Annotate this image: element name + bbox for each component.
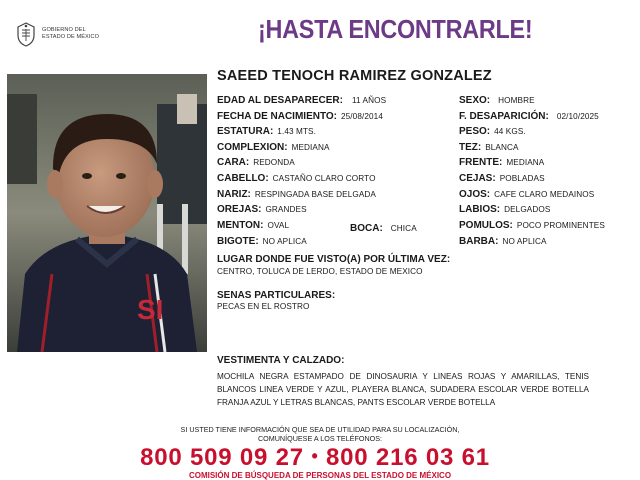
- contact-line2: COMUNÍQUESE A LOS TELÉFONOS:: [257, 433, 383, 443]
- field-peso: PESO: 44 KGS.: [459, 126, 526, 137]
- logo-line1: GOBIERNO DEL: [42, 27, 86, 34]
- field-bigote: BIGOTE: NO APLICA: [217, 236, 307, 247]
- field-ojos: OJOS: CAFE CLARO MEDAINOS: [459, 189, 595, 200]
- commission-name: COMISIÓN DE BÚSQUEDA DE PERSONAS DEL ESTADO DE MÉXICO: [188, 471, 452, 480]
- field-barba: BARBA: NO APLICA: [459, 236, 547, 247]
- field-fdesap: F. DESAPARICIÓN: 02/10/2025: [459, 111, 599, 122]
- logo-line2: ESTADO DE MÉXICO: [42, 34, 100, 40]
- field-nariz: NARIZ: RESPINGADA BASE DELGADA: [217, 189, 376, 200]
- clothing-label: VESTIMENTA Y CALZADO:: [217, 355, 345, 366]
- last-seen-value: CENTRO, TOLUCA DE LERDO, ESTADO DE MEXICO: [217, 267, 423, 276]
- coat-of-arms-icon: [14, 21, 38, 47]
- marks-label: SENAS PARTICULARES:: [217, 290, 336, 301]
- last-seen-label: LUGAR DONDE FUE VISTO(A) POR ÚLTIMA VEZ:: [217, 254, 451, 265]
- field-menton: MENTON: OVAL: [217, 220, 290, 231]
- field-orejas: OREJAS: GRANDES: [217, 204, 307, 215]
- field-nacimiento: FECHA DE NACIMIENTO: 25/08/2014: [217, 111, 383, 122]
- contact-line1: SI USTED TIENE INFORMACIÓN QUE SEA DE UTILIDAD PARA SU LOCALIZACIÓN,: [180, 425, 460, 434]
- missing-person-photo: [7, 74, 207, 352]
- field-labios: LABIOS: DELGADOS: [459, 204, 551, 215]
- phone-numbers: [110, 444, 520, 472]
- field-sexo: SEXO: HOMBRE: [459, 95, 535, 106]
- person-name: SAEED TENOCH RAMIREZ GONZALEZ: [217, 68, 492, 84]
- field-tez: TEZ: BLANCA: [459, 142, 519, 153]
- marks-value: PECAS EN EL ROSTRO: [217, 302, 310, 311]
- government-logo: [14, 20, 124, 48]
- field-estatura: ESTATURA: 1.43 MTS.: [217, 126, 316, 137]
- contact-text: [170, 426, 470, 443]
- phone-1[interactable]: 800 509 09 27: [140, 444, 304, 471]
- field-cabello: CABELLO: CASTAÑO CLARO CORTO: [217, 173, 376, 184]
- svg-text:SI: SI: [137, 294, 164, 325]
- clothing-value: MOCHILA NEGRA ESTAMPADO DE DINOSAURIA Y LINEAS ROJAS Y AMARILLAS, TENIS BLANCOS LINEA VERDE Y AZUL, PLAYERA BLANCA, SUDADERA ESCOLAR VERDE BOTELLA FRANJA AZUL Y LETRAS BLANCAS, PANTS ESCOLAR VERDE BOTELLA: [217, 372, 589, 407]
- field-pomulos: POMULOS: POCO PROMINENTES: [459, 220, 605, 231]
- phone-separator: •: [311, 446, 319, 466]
- field-frente: FRENTE: MEDIANA: [459, 157, 545, 168]
- field-boca: BOCA: CHICA: [350, 223, 417, 234]
- field-complexion: COMPLEXION: MEDIANA: [217, 142, 330, 153]
- field-cejas: CEJAS: POBLADAS: [459, 173, 545, 184]
- field-edad: EDAD AL DESAPARECER: 11 AÑOS: [217, 95, 387, 106]
- phone-2[interactable]: 800 216 03 61: [326, 444, 490, 471]
- headline: ¡HASTA ENCONTRARLE!: [258, 14, 533, 44]
- field-cara: CARA: REDONDA: [217, 157, 295, 168]
